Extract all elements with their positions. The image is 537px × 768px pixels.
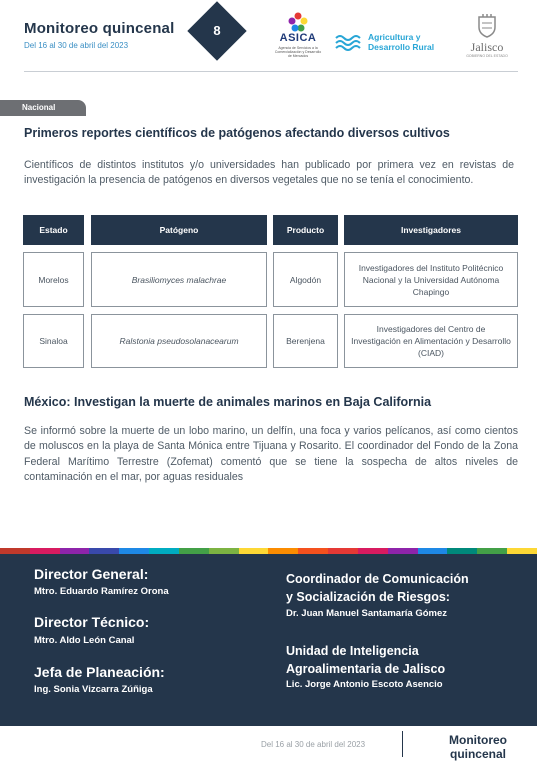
unidad-title-1: Unidad de Inteligencia	[286, 644, 419, 658]
article-1-body: Científicos de distintos institutos y/o universidades han publicado por primera vez en revistas de investigación la presencia de patógenos en diversos vegetales que no se tenía el conocimiento.	[24, 159, 514, 187]
credits-footer	[0, 554, 537, 726]
table-cell-estado: Sinaloa	[23, 314, 84, 368]
article-2-title: México: Investigan la muerte de animales marinos en Baja California	[24, 395, 432, 409]
table-header-investigadores: Investigadores	[344, 215, 518, 245]
jalisco-crest-icon	[476, 14, 498, 38]
agricultura-logo	[334, 30, 450, 58]
section-tag	[0, 100, 86, 116]
table-cell-patogeno: Brasiliomyces malachrae	[91, 252, 267, 307]
agricultura-wordmark	[368, 32, 434, 52]
header-divider	[24, 71, 518, 72]
table-cell-producto: Berenjena	[273, 314, 338, 368]
asica-subtitle: Agencia de Servicios a la Comercialización y Desarrollo de Mercados	[274, 46, 322, 58]
coordinador-name: Dr. Juan Manuel Santamaría Gómez	[286, 608, 448, 619]
page-number: 8	[213, 23, 221, 38]
jefa-planeacion-title: Jefa de Planeación:	[34, 664, 165, 680]
publication-dates: Del 16 al 30 de abril del 2023	[24, 41, 129, 50]
asica-wordmark: ASICA	[279, 32, 317, 44]
asica-logo	[274, 12, 322, 62]
agri-line-1: Agricultura y	[368, 32, 421, 42]
table-cell-estado: Morelos	[23, 252, 84, 307]
waves-icon	[334, 34, 362, 52]
footer-divider	[402, 731, 403, 757]
director-tecnico-title: Director Técnico:	[34, 614, 150, 630]
director-general-name: Mtro. Eduardo Ramírez Orona	[34, 586, 169, 597]
table-header-patogeno: Patógeno	[91, 215, 267, 245]
coordinador-title-2: y Socialización de Riesgos:	[286, 590, 450, 604]
article-1-title: Primeros reportes científicos de patógenos afectando diversos cultivos	[24, 126, 450, 140]
unidad-title-2: Agroalimentaria de Jalisco	[286, 662, 446, 676]
jalisco-subtitle: GOBIERNO DEL ESTADO	[466, 54, 508, 58]
table-cell-investigadores: Investigadores del Centro de Investigación en Alimentación y Desarrollo (CIAD)	[344, 314, 518, 368]
footer-title-line-2: quincenal	[449, 747, 506, 761]
table-cell-investigadores: Investigadores del Instituto Politécnico Nacional y la Universidad Autónoma Chapingo	[344, 252, 518, 307]
jefa-planeacion-name: Ing. Sonia Vizcarra Zúñiga	[34, 684, 153, 695]
table-header-estado: Estado	[23, 215, 84, 245]
director-tecnico-name: Mtro. Aldo León Canal	[34, 635, 135, 646]
coordinador-title-1: Coordinador de Comunicación	[286, 572, 469, 586]
jalisco-logo	[459, 14, 515, 64]
section-tag-label: Nacional	[22, 103, 56, 112]
footer-publication-title	[430, 733, 526, 761]
table-header-producto: Producto	[273, 215, 338, 245]
page-header	[0, 0, 537, 72]
footer-dates: Del 16 al 30 de abril del 2023	[261, 740, 366, 749]
publication-title: Monitoreo quincenal	[24, 20, 175, 37]
asica-flower-icon	[288, 12, 308, 32]
agri-line-2: Desarrollo Rural	[368, 42, 435, 52]
table-cell-patogeno: Ralstonia pseudosolanacearum	[91, 314, 267, 368]
article-2-body: Se informó sobre la muerte de un lobo marino, un delfín, una foca y varios pelícanos, así como cientos de moluscos en la playa de Santa Mónica entre Tijuana y Rosarito. El coordinador del Fondo de la Zona Federal Marítimo Terrestre (Zofemat) comentó que se tiene la sospecha de altos niveles de contaminación en el mar, por aguas residuales	[24, 425, 518, 484]
director-general-title: Director General:	[34, 566, 149, 582]
table-cell-producto: Algodón	[273, 252, 338, 307]
unidad-name: Lic. Jorge Antonio Escoto Asencio	[286, 679, 443, 690]
footer-title-line-1: Monitoreo	[449, 733, 507, 747]
jalisco-wordmark: Jalisco	[470, 40, 504, 54]
